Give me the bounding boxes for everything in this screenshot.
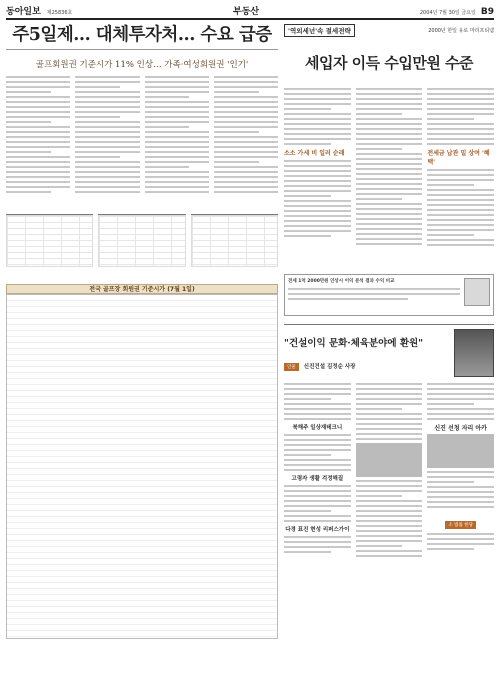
interview-section	[284, 324, 494, 633]
left-article	[6, 24, 278, 687]
text-column	[6, 76, 70, 208]
comparison-infobox	[284, 274, 494, 316]
text-column	[284, 88, 351, 268]
ad-title: 신진 선청 자리 아카	[434, 425, 487, 432]
right-headline: 세입자 이득 수입만원 수준	[304, 54, 474, 72]
section-badge: 인물	[284, 363, 299, 371]
ad-image	[427, 434, 494, 468]
text-column	[284, 383, 351, 633]
column-subhead: 고령자 생활 걱정해질	[291, 476, 344, 482]
text-column	[75, 76, 139, 208]
inline-subtitle: 소소 가세 비 일러 순래	[284, 150, 345, 157]
right-article	[284, 24, 494, 687]
text-column	[427, 383, 494, 633]
lower-article-columns	[284, 383, 494, 633]
column-subhead: 북해주 일상재테크니	[292, 425, 343, 431]
text-column	[214, 76, 278, 208]
article-photo	[356, 443, 423, 477]
masthead	[6, 4, 494, 20]
main-subhead: 골프회원권 기준시가 11% 인상… 가족·여성회원권 '인기'	[35, 60, 249, 70]
column-note: 2000년 한일 유로 마리프티넴	[428, 27, 494, 34]
table-title: 전국 골프장 회원권 기준시가 (7월 1일)	[6, 284, 278, 294]
text-column	[145, 76, 209, 208]
mini-tables-row	[6, 214, 278, 278]
page-number: B9	[480, 7, 494, 17]
text-column	[356, 383, 423, 633]
column-subhead: 다경 표진 현성 리퍼스가이	[285, 527, 350, 533]
person-photo	[454, 329, 494, 377]
newspaper-logo: 동아일보	[6, 7, 41, 17]
inline-subtitle: 전세금 납관 밀 상여 '혜택'	[427, 150, 490, 166]
interview-subject: 신진건설 김정순 사장	[303, 363, 356, 370]
infobox-title: 전세 1억 2000만원 인상시 이익 분석 결과 수익 비교	[288, 279, 395, 284]
footer-badge: 소 법률 한당	[445, 521, 476, 529]
edition-number: 제25836호	[46, 10, 73, 16]
mini-table	[191, 214, 278, 278]
column-box-title: '역외세넌'속 절세전략	[284, 24, 355, 37]
text-column	[427, 88, 494, 268]
mini-table	[98, 214, 185, 278]
calculator-icon	[464, 278, 490, 306]
article-body	[6, 76, 278, 208]
section-title: 부동산	[233, 7, 260, 17]
text-column	[356, 88, 423, 268]
right-article-body	[284, 88, 494, 268]
main-headline: 주5일제… 대체투자처… 수요 급증	[6, 24, 278, 50]
interview-headline: "건설이익 문화·체육분야에 환원"	[284, 337, 424, 349]
mini-table	[6, 214, 93, 278]
issue-date: 2004년 7월 30일 금요일	[419, 10, 476, 16]
golf-membership-table	[6, 294, 278, 639]
